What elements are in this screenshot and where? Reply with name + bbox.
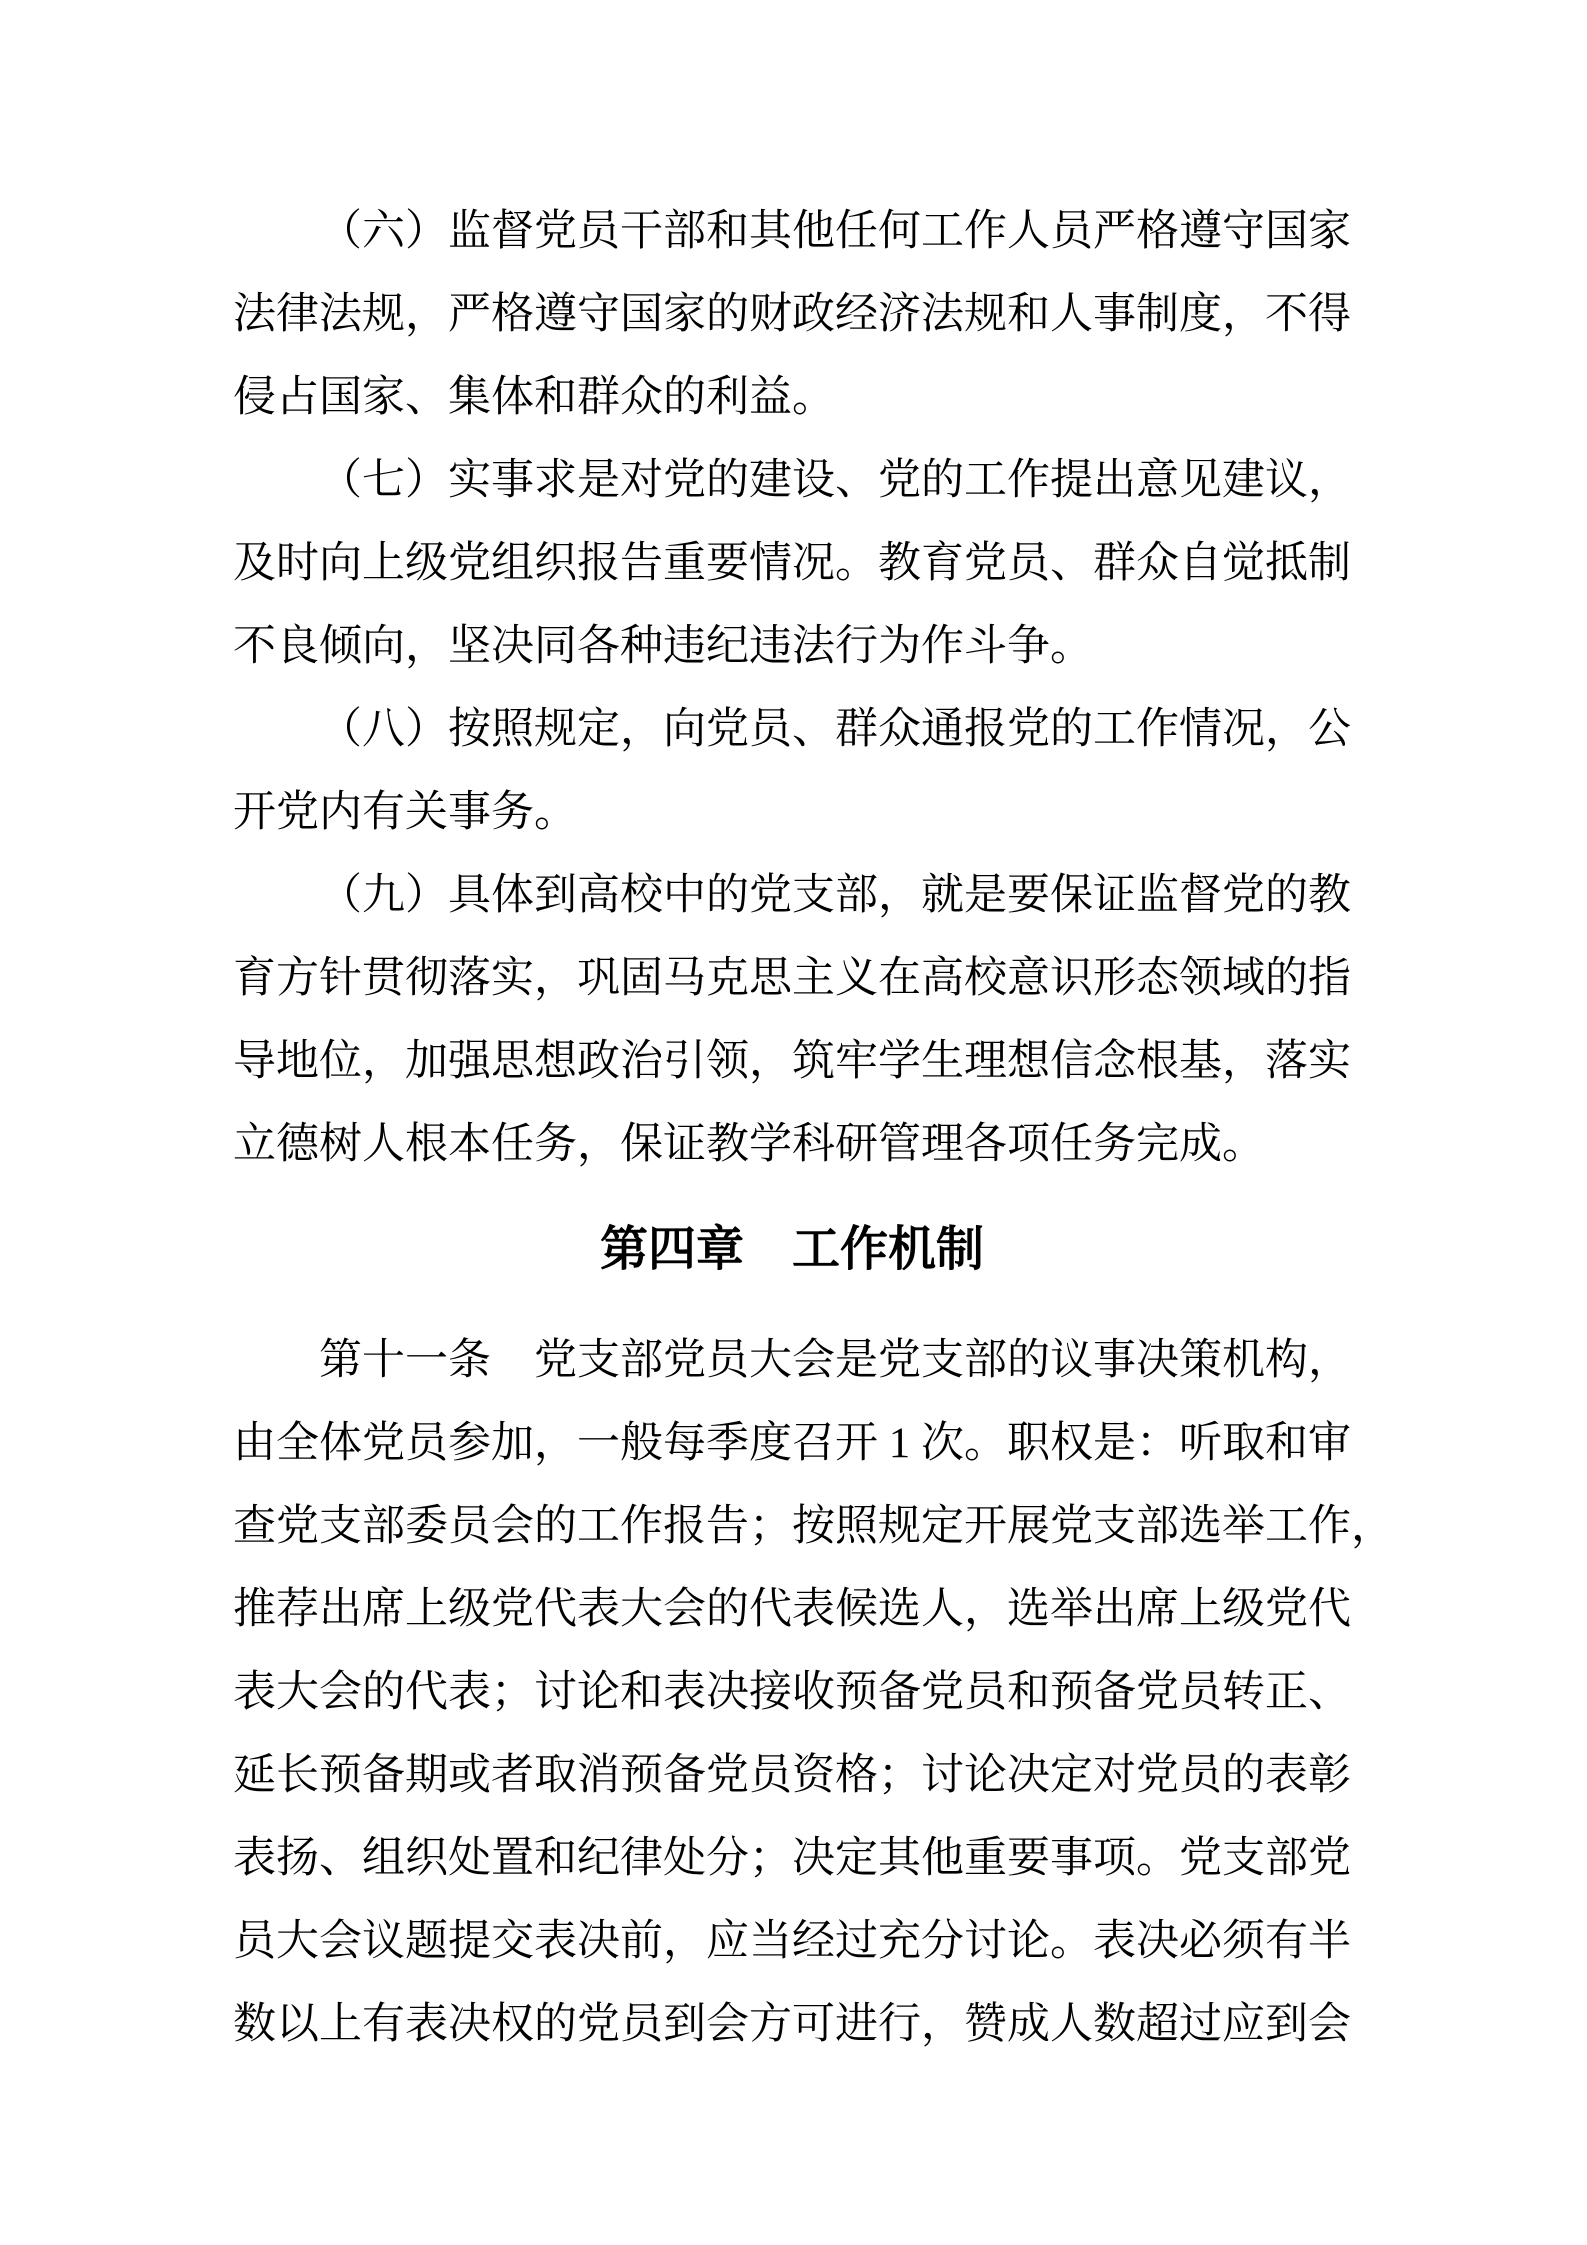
text-line: 表大会的代表；讨论和表决接收预备党员和预备党员转正、 <box>233 1669 1351 1716</box>
text-line: 数以上有表决权的党员到会方可进行，赞成人数超过应到会 <box>233 2001 1351 2048</box>
text-line: 表扬、组织处置和纪律处分；决定其他重要事项。党支部党 <box>233 1835 1351 1882</box>
text-line: 法律法规，严格遵守国家的财政经济法规和人事制度，不得 <box>233 291 1351 338</box>
text-line: （六）监督党员干部和其他任何工作人员严格遵守国家 <box>319 208 1351 255</box>
text-line: 推荐出席上级党代表大会的代表候选人，选举出席上级党代 <box>233 1586 1351 1633</box>
paragraph-clause-7 <box>233 439 1587 688</box>
text-line: （八）按照规定，向党员、群众通报党的工作情况，公 <box>319 706 1351 753</box>
chapter-heading: 第四章 工作机制 <box>599 1223 984 1276</box>
text-line: （七）实事求是对党的建设、党的工作提出意见建议， <box>319 457 1351 504</box>
paragraph-clause-9 <box>233 854 1587 1186</box>
text-line: 导地位，加强思想政治引领，筑牢学生理想信念根基，落实 <box>233 1038 1351 1085</box>
text-line: 侵占国家、集体和群众的利益。 <box>233 374 835 421</box>
text-line: 不良倾向，坚决同各种违纪违法行为作斗争。 <box>233 623 1093 670</box>
text-line: （九）具体到高校中的党支部，就是要保证监督党的教 <box>319 872 1351 919</box>
text-line: 育方针贯彻落实，巩固马克思主义在高校意识形态领域的指 <box>233 955 1351 1002</box>
text-line: 员大会议题提交表决前，应当经过充分讨论。表决必须有半 <box>233 1918 1351 1965</box>
text-line: 立德树人根本任务，保证教学科研管理各项任务完成。 <box>233 1121 1265 1168</box>
text-line: 查党支部委员会的工作报告；按照规定开展党支部选举工作， <box>233 1503 1394 1550</box>
paragraph-clause-8 <box>233 688 1587 854</box>
paragraph-article-11 <box>233 1319 1587 2066</box>
paragraph-clause-6 <box>233 190 1587 439</box>
text-line: 由全体党员参加，一般每季度召开 1 次。职权是：听取和审 <box>233 1420 1351 1467</box>
text-line: 及时向上级党组织报告重要情况。教育党员、群众自觉抵制 <box>233 540 1351 587</box>
text-line: 第十一条 党支部党员大会是党支部的议事决策机构， <box>319 1337 1351 1384</box>
text-line: 开党内有关事务。 <box>233 789 577 836</box>
text-line: 延长预备期或者取消预备党员资格；讨论决定对党员的表彰 <box>233 1752 1351 1799</box>
